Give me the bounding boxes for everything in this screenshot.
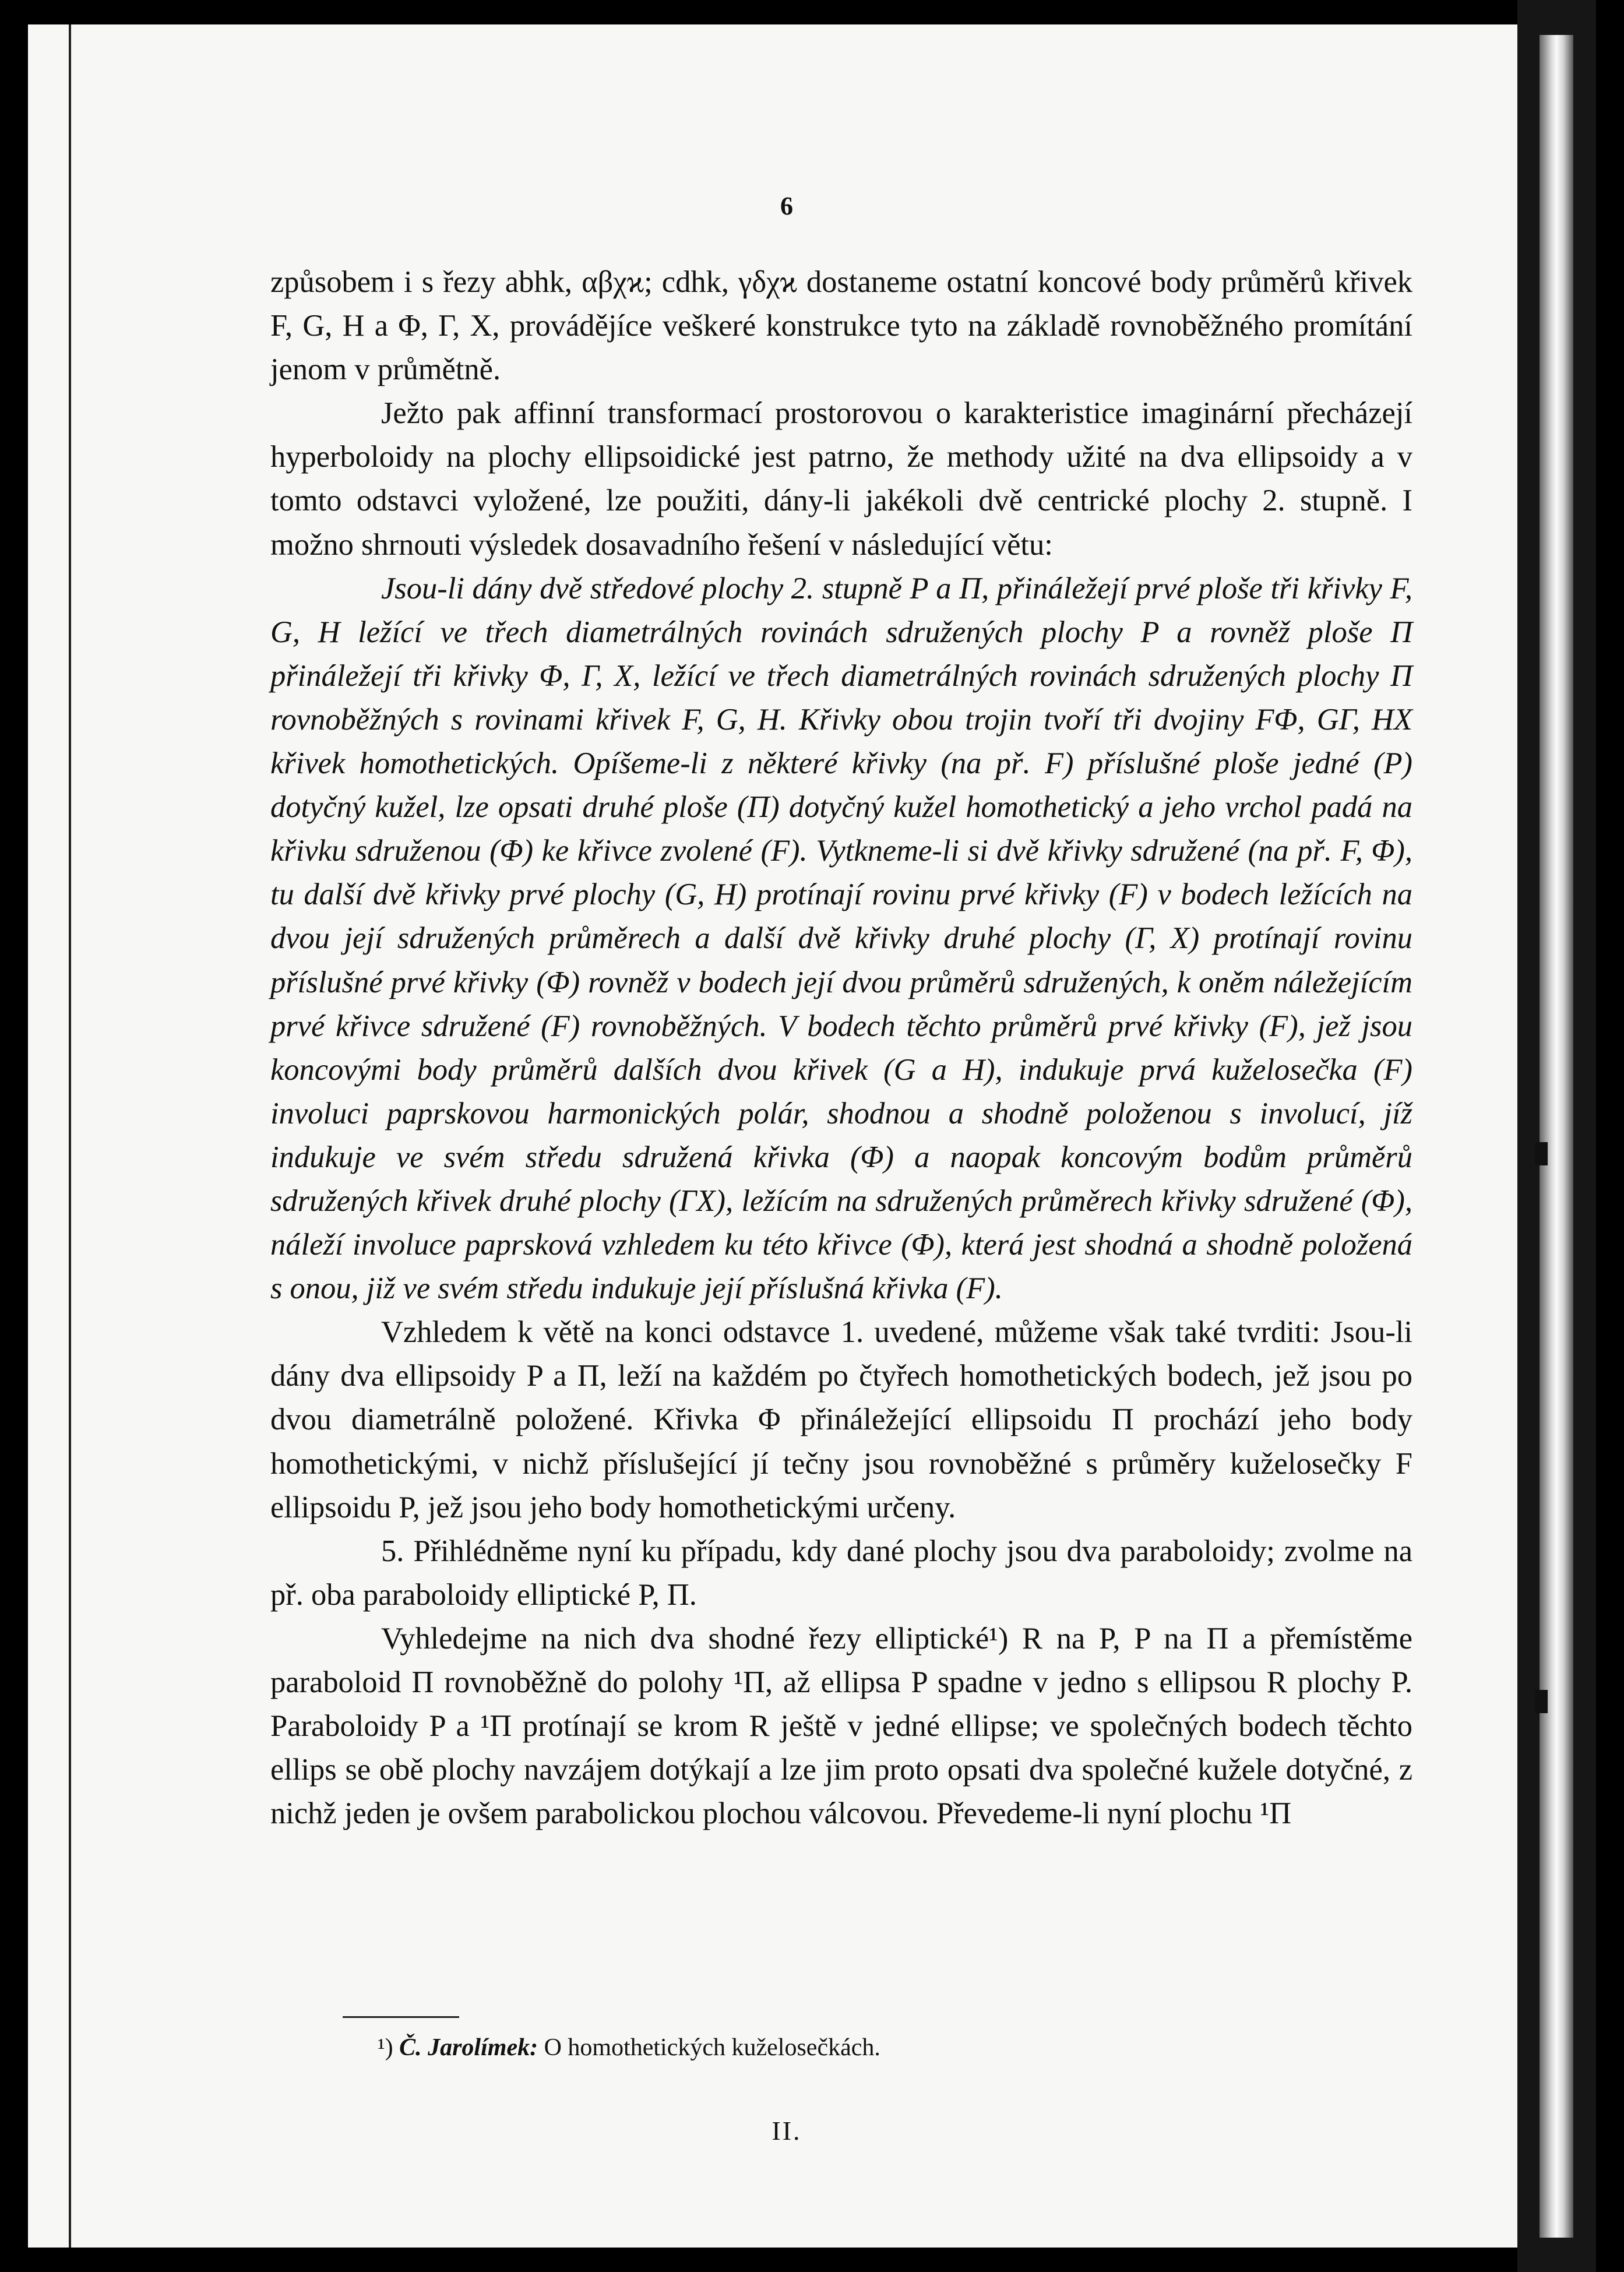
document-page — [28, 24, 1545, 2248]
body-text — [270, 260, 1412, 1836]
page-edge-strip — [1540, 35, 1573, 2238]
paragraph: Vzhledem k větě na konci odstavce 1. uvedené, můžeme však také tvrditi: Jsou-li dány dva ellipsoidy P a Π, leží na každém po čtyřech homothetických bodech, jež jsou po dvou diametrálně položené. Křivka Φ přináležející ellipsoidu Π prochází jeho body homothetickými, v nichž příslušející jí tečny jsou rovnoběžné s průměry kuželosečky F ellipsoidu P, jež jsou jeho body homothetickými určeny. — [270, 1315, 1412, 1524]
page-number: 6 — [780, 192, 793, 220]
edge-notch — [1535, 1690, 1548, 1713]
section-5-paragraph: 5. Přihlédněme nyní ku případu, kdy dané plochy jsou dva paraboloidy; zvolme na př. oba paraboloidy elliptické P, Π. — [270, 1534, 1412, 1612]
paragraph: Vyhledejme na nich dva shodné řezy elliptické¹) R na P, P na Π a přemístěme paraboloid Π rovnoběžně do polohy ¹Π, až ellipsa P spadne v jedno s ellipsou R plochy P. Paraboloidy P a ¹Π protínají se krom R ještě v jedné ellipse; ve společných bodech těchto ellips se obě plochy navzájem dotýkají a lze jim proto opsati dva společné kužele dotyčné, z nichž jeden je ovšem parabolickou plochou válcovou. Převedeme-li nyní plochu ¹Π — [270, 1621, 1412, 1831]
footnote-marker: ¹) — [378, 2034, 393, 2061]
paragraph: způsobem i s řezy abhk, αβχϰ; cdhk, γδχϰ dostaneme ostatní koncové body průměrů křivek F, G, H a Φ, Γ, X, provádějíce veškeré konstrukce tyto na základě rovnoběžného promítání jenom v průmětně. — [270, 265, 1412, 387]
edge-notch — [1535, 1142, 1548, 1165]
footnote — [378, 2034, 1368, 2062]
signature-mark: II. — [772, 2116, 802, 2146]
footnote-author: Č. Jarolímek: — [399, 2034, 538, 2061]
paragraph: Ježto pak affinní transformací prostorovou o karakteristice imaginární přecházejí hyperboloidy na plochy ellipsoidické jest patrno, že methody užité na dva ellipsoidy a v tomto odstavci vyložené, lze použiti, dány-li jakékoli dvě centrické plochy 2. stupně. I možno shrnouti výsledek dosavadního řešení v následující větu: — [270, 396, 1412, 562]
left-margin-line — [69, 24, 71, 2248]
footnote-divider — [343, 2016, 459, 2018]
theorem-paragraph: Jsou-li dány dvě středové plochy 2. stupně P a Π, přináležejí prvé ploše tři křivky F, G, H ležící ve třech diametrálných rovinách sdružených plochy P a rovněž ploše Π přináležejí tři křivky Φ, Γ, X, ležící ve třech diametrálných rovinách sdružených plochy Π rovnoběžných s rovinami křivek F, G, H. Křivky obou trojin tvoří tři dvojiny FΦ, GΓ, HX křivek homothetických. Opíšeme-li z některé křivky (na př. F) příslušné ploše jedné (P) dotyčný kužel, lze opsati druhé ploše (Π) dotyčný kužel homothetický a jeho vrchol padá na křivku sdruženou (Φ) ke křivce zvolené (F). Vytkneme-li si dvě křivky sdružené (na př. F, Φ), tu další dvě křivky prvé plochy (G, H) protínají rovinu prvé křivky (F) v bodech ležících na dvou její sdružených průměrech a další dvě křivky druhé plochy (Γ, X) protínají rovinu příslušné prvé křivky (Φ) rovněž v bodech její dvou průměrů sdružených, k oněm náležejícím prvé křivce sdružené (F) rovnoběžných. V bodech těchto průměrů prvé křivky (F), jež jsou koncovými body průměrů dalších dvou křivek (G a H), indukuje prvá kuželosečka (F) involuci paprskovou harmonických polár, shodnou a shodně položenou s involucí, jíž indukuje ve svém středu sdružená křivka (Φ) a naopak koncovým bodům průměrů sdružených křivek druhé plochy (ΓX), ležícím na sdružených průměrech křivky sdružené (Φ), náleží involuce paprsková vzhledem ku této křivce (Φ), která jest shodná a shodně položená s onou, již ve svém středu indukuje její příslušná křivka (F). — [270, 571, 1412, 1306]
scan-right-edge — [1517, 0, 1596, 2272]
footnote-text: O homothetických kuželosečkách. — [544, 2034, 880, 2061]
